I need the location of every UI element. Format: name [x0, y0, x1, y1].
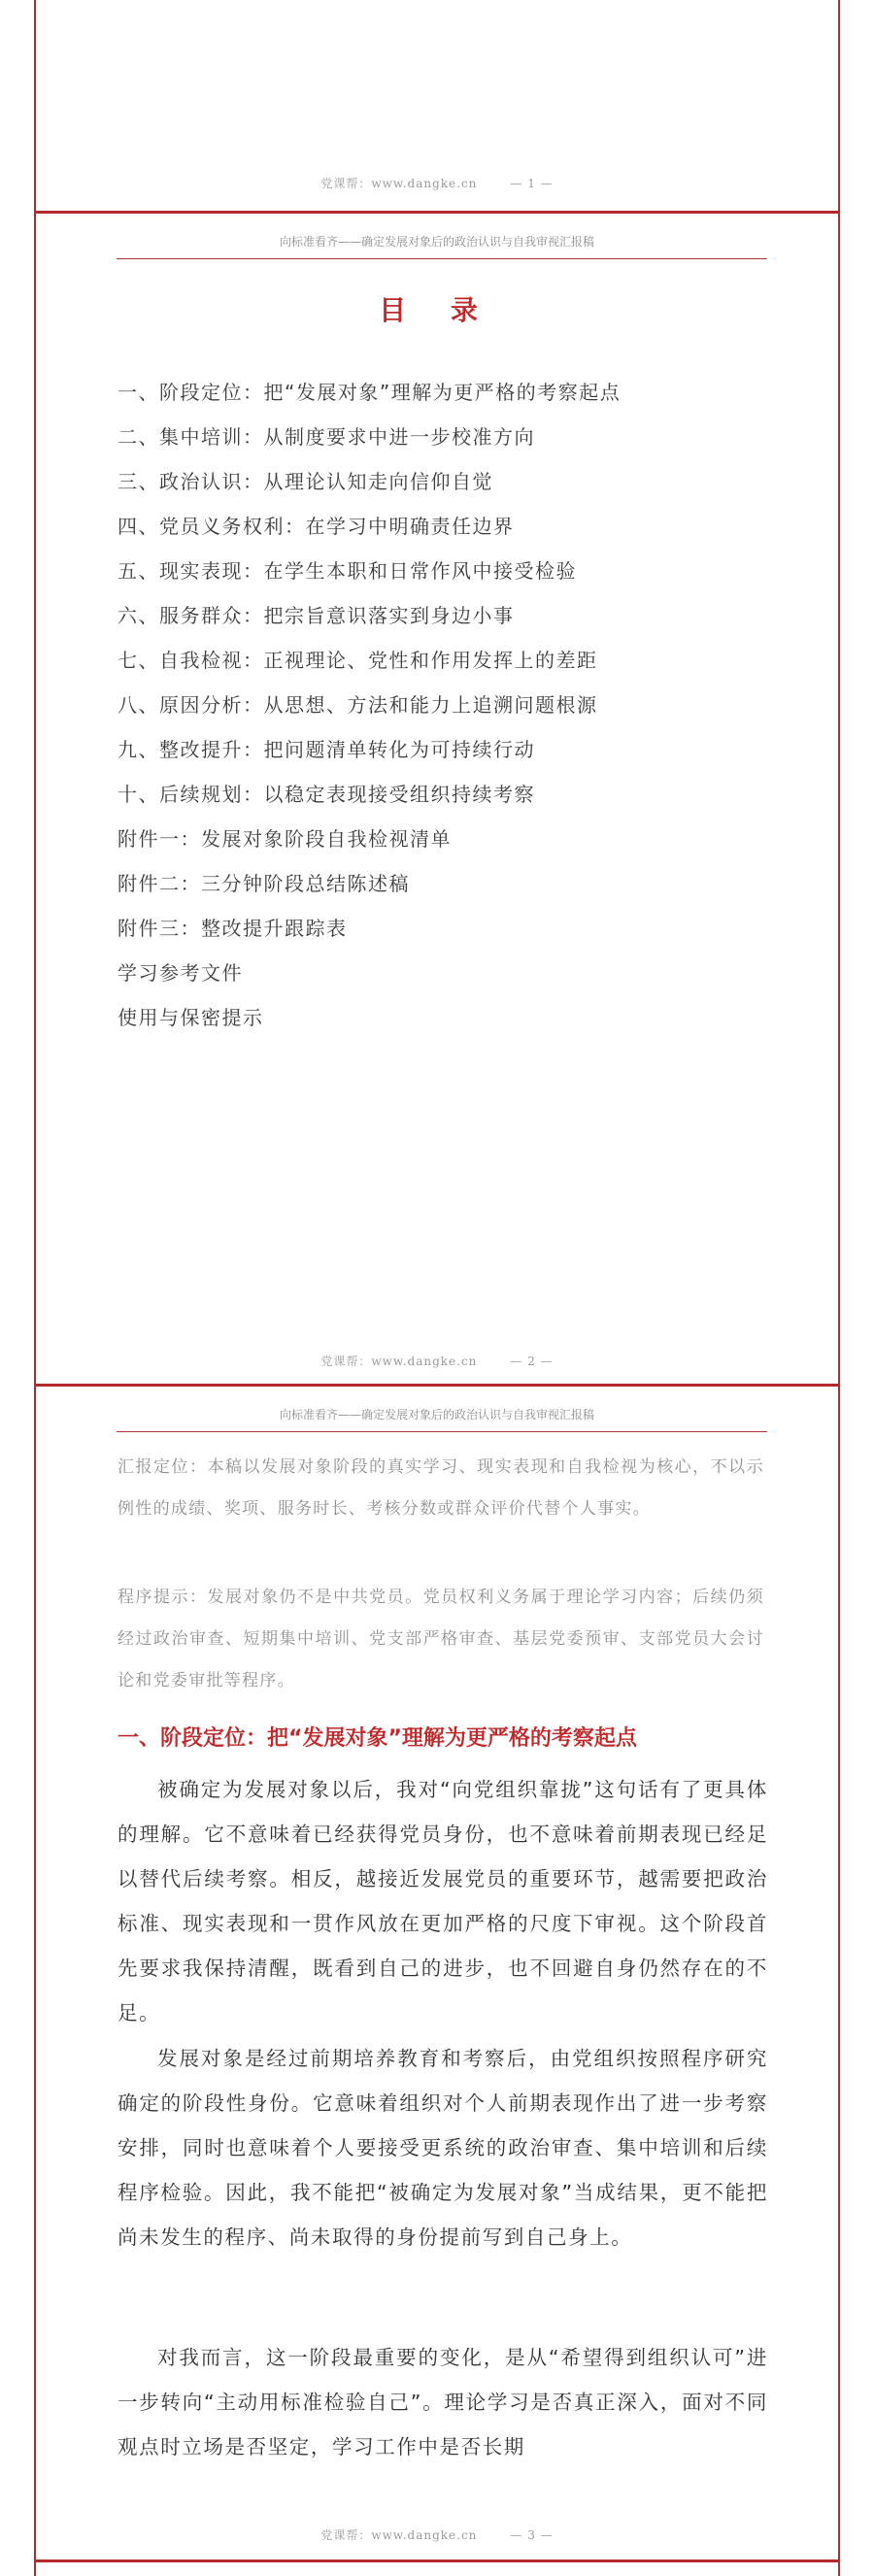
- toc-item: 五、现实表现：在学生本职和日常作风中接受检验: [118, 559, 577, 583]
- footer-page-number: — 2 —: [510, 1355, 554, 1368]
- toc-title: 目 录: [379, 294, 495, 326]
- procedure-note: 程序提示：发展对象仍不是中共党员。党员权利义务属于理论学习内容；后续仍须经过政治审查、短期集中培训、党支部严格审查、基层党委预审、支部党员大会讨论和党委审批等程序。: [118, 1588, 764, 1690]
- toc-item: 学习参考文件: [118, 961, 243, 985]
- toc-item: 附件一：发展对象阶段自我检视清单: [118, 827, 452, 851]
- body-paragraph: 被确定为发展对象以后，我对“向党组织靠拢”这句话有了更具体的理解。它不意味着已经获得党员身份，也不意味着前期表现已经足以替代后续考察。相反，越接近发展党员的重要环节，越需要把政治标准、现实表现和一贯作风放在更加严格的尺度下审视。这个阶段首先要求我保持清醒，既看到自己的进步，也不回避自身仍然存在的不足。: [118, 1778, 768, 2024]
- running-header: 向标准看齐——确定发展对象后的政治认识与自我审视汇报稿: [279, 235, 594, 249]
- body-paragraph: 发展对象是经过前期培养教育和考察后，由党组织按照程序研究确定的阶段性身份。它意味着组织对个人前期表现作出了进一步考察安排，同时也意味着个人要接受更系统的政治审查、集中培训和后续程序检验。因此，我不能把“被确定为发展对象”当成结果，更不能把尚未发生的程序、尚未取得的身份提前写到自己身上。: [118, 2047, 768, 2249]
- toc-item: 附件二：三分钟阶段总结陈述稿: [118, 872, 410, 895]
- toc-item: 十、后续规划：以稳定表现接受组织持续考察: [118, 783, 535, 806]
- section-heading: 一、阶段定位：把“发展对象”理解为更严格的考察起点: [118, 1726, 637, 1751]
- header-rule: [117, 258, 767, 259]
- page1-footer: [0, 175, 874, 191]
- page-divider: [34, 1384, 840, 1387]
- toc-item: 六、服务群众：把宗旨意识落实到身边小事: [118, 604, 515, 627]
- report-positioning-note: 汇报定位：本稿以发展对象阶段的真实学习、现实表现和自我检视为核心，不以示例性的成绩、奖项、服务时长、考核分数或群众评价代替个人事实。: [118, 1457, 764, 1519]
- page2-footer: [0, 1353, 874, 1369]
- footer-page-number: — 1 —: [510, 177, 554, 190]
- toc-item: 一、阶段定位：把“发展对象”理解为更严格的考察起点: [118, 381, 622, 404]
- page-frame-left: [34, 0, 36, 2576]
- footer-site: 党课帮：www.dangke.cn: [320, 1355, 478, 1368]
- running-header: 向标准看齐——确定发展对象后的政治认识与自我审视汇报稿: [279, 1408, 594, 1422]
- footer-page-number: — 3 —: [510, 2528, 554, 2542]
- page-divider: [34, 211, 840, 214]
- toc-item: 三、政治认识：从理论认知走向信仰自觉: [118, 470, 493, 493]
- toc-item: 四、党员义务权利：在学习中明确责任边界: [118, 515, 515, 538]
- footer-site: 党课帮：www.dangke.cn: [320, 2528, 478, 2542]
- page3-footer: [0, 2526, 874, 2543]
- page-divider: [34, 2559, 840, 2562]
- toc-item: 附件三：整改提升跟踪表: [118, 917, 348, 940]
- body-paragraph: 对我而言，这一阶段最重要的变化，是从“希望得到组织认可”进一步转向“主动用标准检验自己”。理论学习是否真正深入，面对不同观点时立场是否坚定，学习工作中是否长期: [118, 2346, 768, 2459]
- page-frame-right: [838, 0, 840, 2576]
- toc-item: 使用与保密提示: [118, 1006, 264, 1029]
- toc-item: 二、集中培训：从制度要求中进一步校准方向: [118, 425, 535, 449]
- toc-item: 七、自我检视：正视理论、党性和作用发挥上的差距: [118, 649, 598, 672]
- header-rule: [117, 1431, 767, 1432]
- footer-site: 党课帮：www.dangke.cn: [320, 177, 478, 190]
- toc-item: 九、整改提升：把问题清单转化为可持续行动: [118, 738, 535, 761]
- toc-item: 八、原因分析：从思想、方法和能力上追溯问题根源: [118, 693, 598, 717]
